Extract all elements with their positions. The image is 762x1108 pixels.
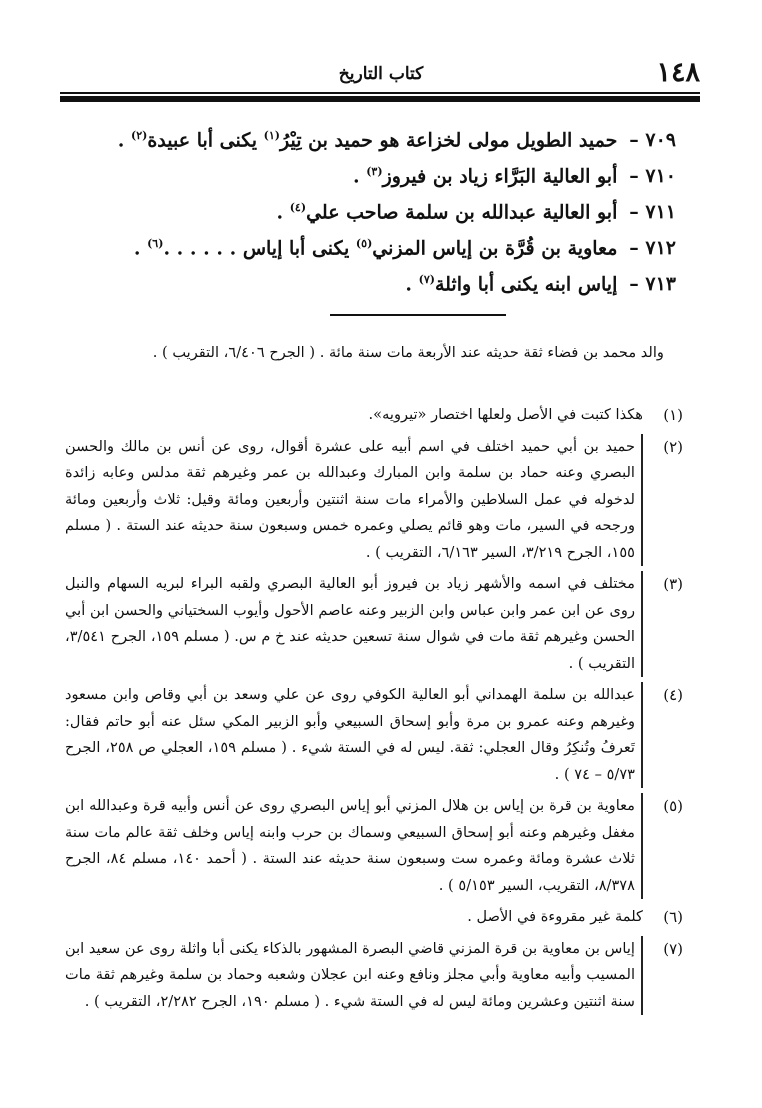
footnote-text: هكذا كتبت في الأصل ولعلها اختصار «تيرويه». — [368, 406, 643, 423]
footnote-5 — [65, 793, 683, 899]
entry-text: إياس ابنه يكنى أبا واثلة — [434, 273, 618, 296]
entry-text: معاوية بن قُرَّة بن إياس المزني — [372, 237, 618, 260]
footnote-ref: (٥) — [355, 237, 373, 250]
entries-list — [117, 118, 676, 298]
entry-text: حميد الطويل مولى لخزاعة هو حميد بن تِيْرُ — [280, 129, 618, 152]
footnote-7 — [65, 936, 683, 1016]
footnote-text: حميد بن أبي حميد اختلف في اسم أبيه على عشرة أقوال، روى عن أنس بن مالك والحسن البصري وعنه حماد بن سلمة وابن المبارك وعبدالله بن عمر وغيرهم ثقة مدلس وعابه زائدة لدخوله في عمل السلاطين والأمراء مات سنة اثنتين وأربعين ومائة وقيل: ثلاث وأربعين ومائة ورجحه في السير، مات وهو قائم يصلي وعمره خمس وسبعون سنة حديثه عند الستة . ( مسلم ١٥٥، الجرح ٣/٢١٩، السير ٦/١٦٣، التقريب ) . — [65, 434, 643, 567]
footnote-ref: (٣) — [366, 165, 383, 178]
carryover-footnote: والد محمد بن فضاء ثقة حديثه عند الأربعة مات سنة مائة . ( الجرح ٦/٤٠٦، التقريب ) . — [152, 344, 664, 361]
entry-text: أبو العالية عبدالله بن سلمة صاحب علي — [306, 201, 618, 224]
footnote-number: (٥) — [663, 797, 683, 815]
footnote-2 — [65, 434, 683, 567]
footnote-number: (١) — [663, 406, 683, 424]
footnote-3 — [65, 571, 683, 677]
footnote-number: (٧) — [663, 939, 683, 958]
footnote-text: معاوية بن قرة بن إياس بن هلال المزني أبو إياس البصري روى عن أنس وأبيه قرة وعبدالله ابن مغفل وغيرهم وعنه أبو إسحاق السبيعي وسماك بن حرب وابنه إياس وخلف ثقة عالم مات سنة ثلاث عشرة ومائة وعمره ست وسبعون سنة حديثه عند الستة . ( أحمد ١٤٠، مسلم ٨٤، الجرح ٨/٣٧٨، التقريب، السير ٥/١٥٣ ) . — [65, 793, 643, 899]
entry-text-mid: يكنى أبا إياس . . . . . . — [163, 237, 356, 260]
footnote-number: (٣) — [663, 575, 683, 593]
entry-711 — [120, 190, 676, 226]
page-number: ١٤٨ — [656, 57, 700, 88]
book-title: كتاب التاريخ — [338, 64, 424, 84]
footnote-text: كلمة غير مقروءة في الأصل . — [467, 908, 643, 925]
entry-end: . — [352, 165, 367, 188]
entry-number: ٧١١ – — [629, 201, 676, 224]
entry-713 — [120, 262, 676, 298]
entry-number: ٧٠٩ – — [629, 129, 676, 152]
footnote-text: إياس بن معاوية بن قرة المزني قاضي البصرة المشهور بالذكاء يكنى أبا واثلة روى عن سعيد ابن المسيب وأبيه معاوية وأبي مجلز ونافع وعنه ابن عجلان وشعبه وحماد بن سلمة وغيرهم ثقة مات سنة اثنتين وعشرين ومائة ليس له في الستة شيء . ( مسلم ١٩٠، الجرح ٢/٢٨٢، التقريب ) . — [65, 936, 643, 1016]
footnote-number: (٢) — [663, 437, 683, 456]
entry-end: . — [276, 201, 290, 224]
entry-709 — [117, 118, 676, 154]
header-rule-thin — [60, 92, 700, 94]
footnote-text: مختلف في اسمه والأشهر زياد بن فيروز أبو العالية البصري ولقبه البراء لبريه السهام والنبل روى عن ابن عمر وابن عباس وابن الزبير وعنه عاصم الأحول وأيوب السختياني والحسن ابن أبي الحسن وغيرهم ثقة مات في شوال سنة تسعين حديثه عند خ م س. ( مسلم ١٥٩، الجرح ٣/٥٤١، التقريب ) . — [65, 571, 643, 677]
entry-end: . — [405, 273, 419, 296]
page-header — [62, 58, 700, 88]
footnote-6 — [65, 904, 683, 931]
entry-end: . — [117, 129, 131, 152]
entry-end: . — [133, 237, 148, 260]
entry-text: أبو العالية البَرَّاء زياد بن فيروز — [382, 165, 618, 188]
footnote-ref: (٧) — [418, 273, 435, 286]
entry-710 — [120, 154, 676, 190]
entry-number: ٧١٢ – — [629, 237, 676, 260]
header-rule-thick — [60, 96, 700, 102]
footnote-ref: (٦) — [147, 237, 164, 250]
footnote-number: (٤) — [663, 686, 683, 704]
footnote-4 — [65, 682, 683, 788]
footnotes-list — [65, 402, 683, 1020]
footnote-ref: (٢) — [130, 129, 148, 142]
entry-text-mid: يكنى أبا عبيدة — [147, 129, 264, 152]
entry-712 — [120, 226, 676, 262]
footnote-ref: (٤) — [289, 201, 307, 214]
footnote-separator — [330, 314, 506, 316]
footnote-1 — [65, 402, 683, 429]
footnote-number: (٦) — [663, 908, 683, 926]
entry-number: ٧١٠ – — [629, 165, 676, 188]
footnote-ref: (١) — [263, 129, 280, 142]
footnote-text: عبدالله بن سلمة الهمداني أبو العالية الكوفي روى عن علي وسعد بن أبي وقاص وابن مسعود وغيرهم وعنه عمرو بن مرة وأبو إسحاق السبيعي وأبو الزبير المكي سئل عنه أبو حاتم فقال: تَعرفُ وتُنكِرُ وقال العجلي: ثقة. ليس له في الستة شيء . ( مسلم ١٥٩، العجلي ص ٢٥٨، الجرح ٥/٧٣ – ٧٤ ) . — [65, 682, 643, 788]
entry-number: ٧١٣ – — [629, 273, 676, 296]
